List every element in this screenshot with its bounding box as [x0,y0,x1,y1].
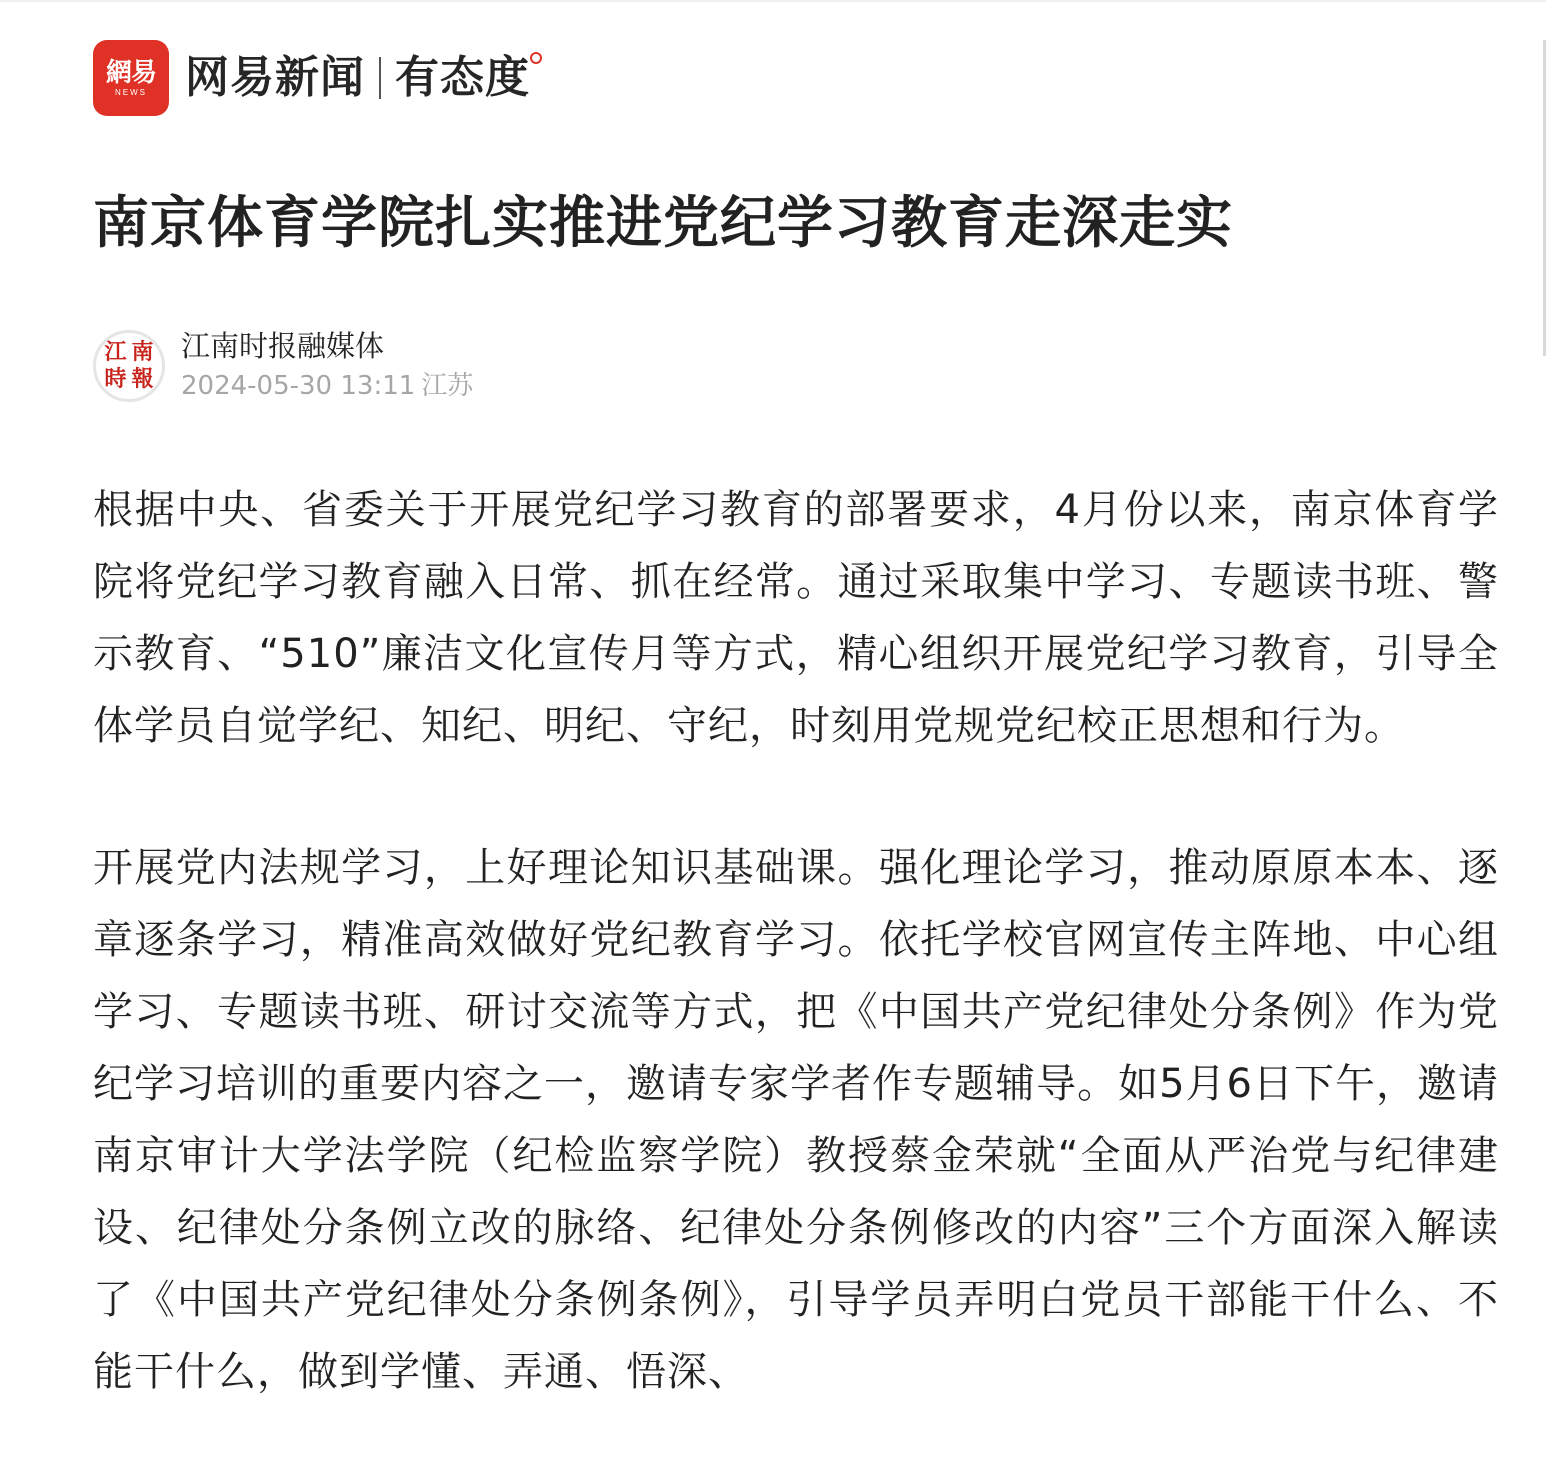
article-body [93,474,1499,1478]
author-avatar[interactable] [93,330,165,402]
author-meta [181,326,473,406]
logo-news-text: NEWS [115,87,147,97]
brand-name: 网易新闻 [185,52,365,103]
author-name[interactable]: 江南时报融媒体 [181,329,385,363]
article-title: 南京体育学院扎实推进党纪学习教育走深走实 [93,191,1233,256]
publish-date: 2024-05-30 13:11 [181,371,416,401]
brand-slogan [395,40,530,116]
avatar-seal-icon [102,339,156,393]
top-edge-rule [0,0,1546,2]
author-row [93,326,473,406]
article-paragraph: 根据中央、省委关于开展党纪学习教育的部署要求，4月份以来，南京体育学院将党纪学习教育融入日常、抓在经常。通过采取集中学习、专题读书班、警示教育、“510”廉洁文化宣传月等方式，精心组织开展党纪学习教育，引导全体学员自觉学纪、知纪、明纪、守纪，时刻用党规党纪校正思想和行为。 [93,487,1499,749]
article-paragraph: 开展党内法规学习，上好理论知识基础课。强化理论学习，推动原原本本、逐章逐条学习，精准高效做好党纪教育学习。依托学校官网宣传主阵地、中心组学习、专题读书班、研讨交流等方式，把《中国共产党纪律处分条例》作为党纪学习培训的重要内容之一，邀请专家学者作专题辅导。如5月6日下午，邀请南京审计大学法学院（纪检监察学院）教授蔡金荣就“全面从严治党与纪律建设、纪律处分条例立改的脉络、纪律处分条例修改的内容”三个方面深入解读了《中国共产党纪律处分条例条例》，引导学员弄明白党员干部能干什么、不能干什么，做到学懂、弄通、悟深、 [93,845,1499,1395]
publish-info [181,366,473,406]
netease-news-logo-icon[interactable] [93,40,169,116]
avatar-char: 江 [104,339,127,365]
avatar-char: 時 [104,366,127,392]
publish-location: 江苏 [421,371,474,401]
logo-mark-text: 網易 [105,57,156,88]
brand-slogan-text: 有态度 [395,52,530,103]
app-header [93,40,530,116]
slogan-dot-icon [530,52,542,64]
brand-divider [379,57,381,99]
avatar-char: 南 [131,339,154,365]
avatar-char: 報 [131,366,154,392]
